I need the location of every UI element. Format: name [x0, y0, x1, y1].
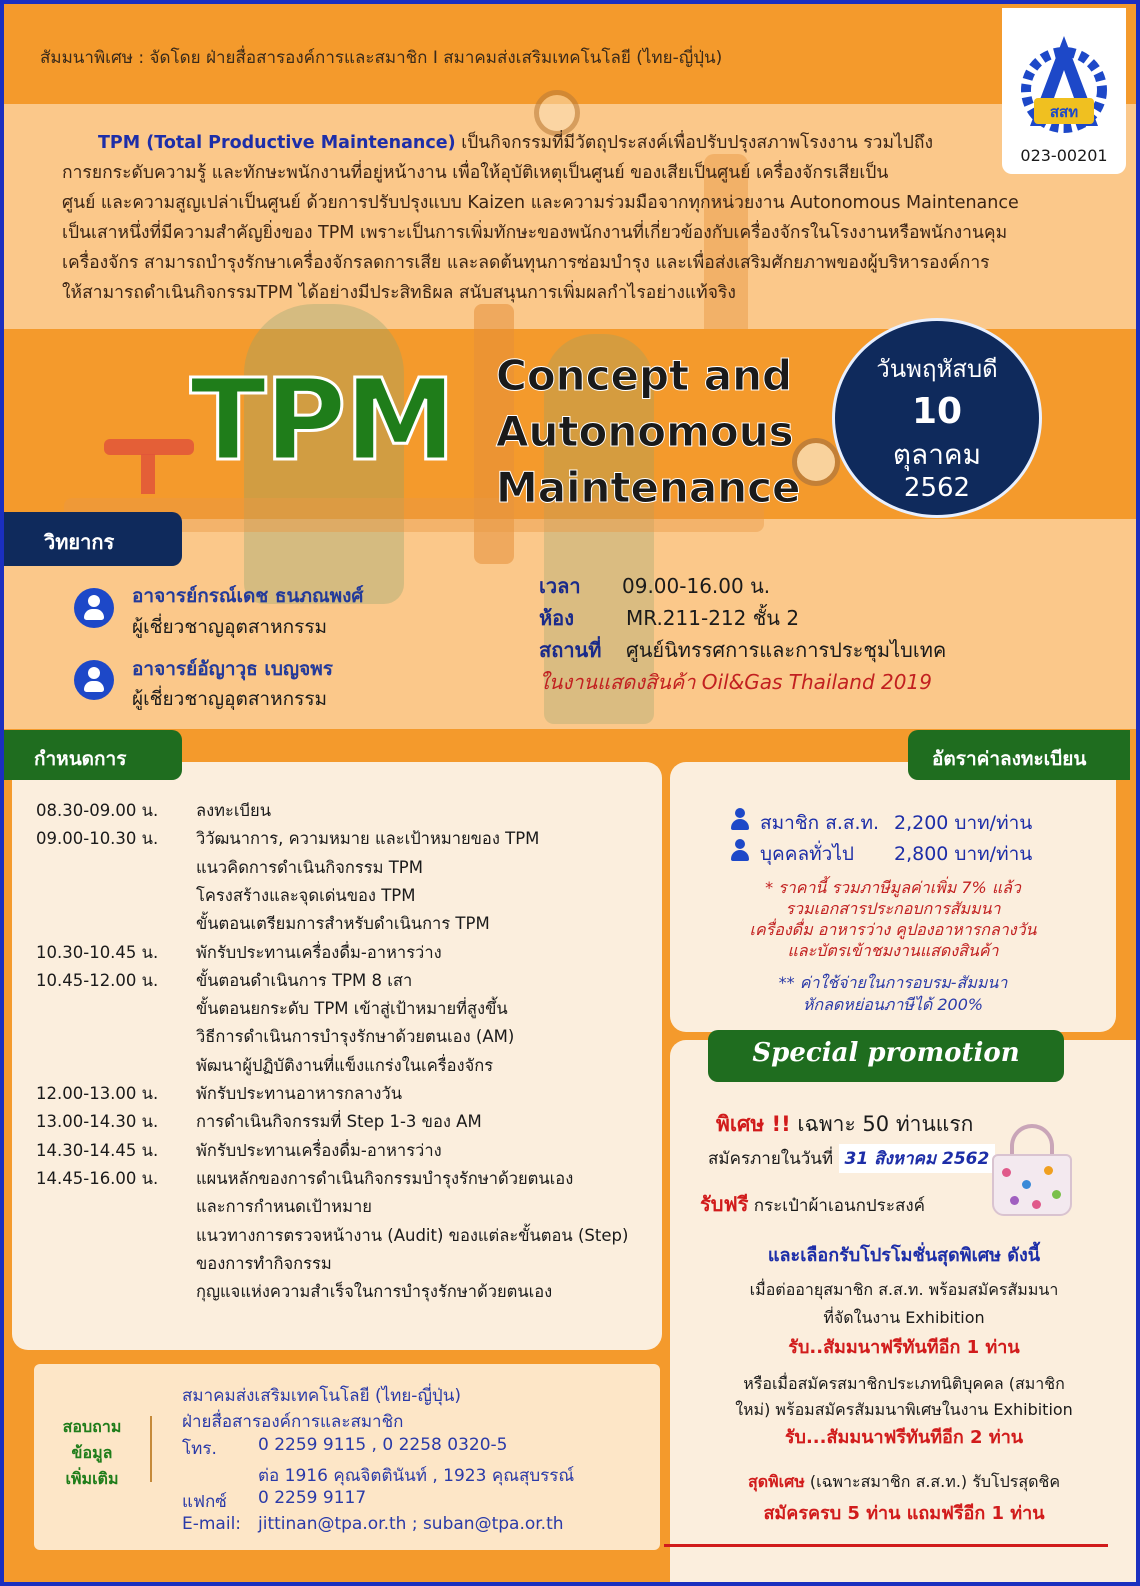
subtitle-line-3: Maintenance — [496, 463, 801, 512]
speakers-tab: วิทยากร — [4, 512, 182, 566]
promo-option-1: เมื่อต่ออายุสมาชิก ส.ส.ท. พร้อมสมัครสัมมนา — [749, 1280, 1059, 1299]
agenda-time: 08.30-09.00 น. — [36, 801, 159, 820]
room-value: MR.211-212 ชั้น 2 — [626, 606, 800, 630]
agenda-item: โครงสร้างและจุดเด่นของ TPM — [196, 885, 416, 905]
promo-choose: และเลือกรับโปรโมชั่นสุดพิเศษ ดังนี้ — [767, 1245, 1041, 1266]
promo-option-3-reward: สมัครครบ 5 ท่าน แถมฟรีอีก 1 ท่าน — [763, 1503, 1045, 1524]
divider — [150, 1416, 152, 1482]
date-month: ตุลาคม — [892, 438, 982, 471]
price-value: 2,800 บาท/ท่าน — [894, 843, 1033, 865]
promo-special-badge: พิเศษ !! — [716, 1112, 791, 1136]
agenda-item: วิวัฒนาการ, ความหมาย และเป้าหมายของ TPM — [196, 829, 540, 849]
valve-icon — [104, 439, 194, 455]
contact-fax-label: แฟกซ์ — [182, 1492, 227, 1512]
room-label: ห้อง — [539, 606, 574, 630]
date-year: 2562 — [903, 473, 971, 503]
agenda-time: 14.45-16.00 น. — [36, 1168, 159, 1188]
contact-ext: ต่อ 1916 คุณจิตตินันท์ , 1923 คุณสุบรรณ์ — [258, 1466, 575, 1486]
promo-free — [700, 1188, 925, 1220]
contact-tel-label: โทร. — [182, 1439, 217, 1459]
contact-label-line: เพิ่มเติม — [65, 1469, 119, 1488]
contact-org: สมาคมส่งเสริมเทคโนโลยี (ไทย-ญี่ปุ่น) — [182, 1386, 461, 1406]
contact-label-line: สอบถาม — [62, 1417, 122, 1436]
tote-bag-icon — [992, 1124, 1072, 1216]
place-label: สถานที่ — [539, 638, 602, 662]
contact-fax: 0 2259 9117 — [258, 1488, 367, 1508]
agenda-item: ขั้นตอนดำเนินการ TPM 8 เสา — [196, 970, 413, 990]
contact-label-line: ข้อมูล — [71, 1443, 113, 1462]
price-note: * ราคานี้ รวมภาษีมูลค่าเพิ่ม 7% แล้ว — [765, 878, 1021, 897]
promo-deadline-text: สมัครภายในวันที่ — [708, 1149, 839, 1169]
subtitle-line-1: Concept and — [496, 351, 793, 400]
event-name: ในงานแสดงสินค้า Oil&Gas Thailand 2019 — [539, 670, 932, 694]
agenda-item: ขั้นตอนยกระดับ TPM เข้าสู่เป้าหมายที่สูงขึ้น — [196, 999, 508, 1019]
agenda-item: ลงทะเบียน — [196, 801, 271, 820]
agenda-item: กุญแจแห่งความสำเร็จในการบำรุงรักษาด้วยตนเอง — [196, 1282, 553, 1302]
agenda-item: วิธีการดำเนินการบำรุงรักษาด้วยตนเอง (AM) — [196, 1027, 515, 1047]
agenda-item: แนวทางการตรวจหน้างาน (Audit) ของแต่ละขั้นตอน (Step) — [196, 1225, 629, 1245]
subtitle — [496, 348, 801, 516]
bag-pattern — [1010, 1196, 1019, 1205]
intro-line-6: ให้สามารถดำเนินกิจกรรมTPM ได้อย่างมีประสิทธิผล สนับสนุนการเพิ่มผลกำไรอย่างแท้จริง — [62, 283, 736, 303]
contact-email-label: E-mail: — [182, 1514, 242, 1534]
time-label: เวลา — [539, 574, 581, 598]
valve-stem — [141, 454, 155, 494]
agenda-item: แนวคิดการดำเนินกิจกรรม TPM — [196, 857, 423, 877]
speaker-name: อาจารย์กรณ์เดช ธนภณพงศ์ — [132, 585, 364, 607]
price-label: สมาชิก ส.ส.ท. — [760, 812, 880, 834]
logo-emblem-icon — [1002, 8, 1126, 144]
bag-pattern — [1032, 1200, 1041, 1209]
price-value: 2,200 บาท/ท่าน — [894, 812, 1033, 834]
contact-email-link[interactable]: jittinan@tpa.or.th ; suban@tpa.or.th — [258, 1514, 564, 1534]
agenda-item: แผนหลักของการดำเนินกิจกรรมบำรุงรักษาด้วยตนเอง — [196, 1168, 574, 1188]
intro-paragraph — [62, 128, 1092, 308]
place-value: ศูนย์นิทรรศการและการประชุมไบเทค — [626, 638, 947, 662]
agenda-item: ขั้นตอนเตรียมการสำหรับดำเนินการ TPM — [196, 914, 490, 934]
speaker-name: อาจารย์อัญาวุธ เบญจพร — [132, 658, 333, 680]
agenda-item: พัฒนาผู้ปฏิบัติงานที่แข็งแกร่งในเครื่องจักร — [196, 1055, 494, 1075]
person-icon — [730, 808, 750, 830]
agenda-time: 10.45-12.00 น. — [36, 970, 159, 990]
promo-option-2: ใหม่) พร้อมสมัครสัมมนาพิเศษในงาน Exhibition — [735, 1400, 1073, 1419]
intro-line-3: ศูนย์ และความสูญเปล่าเป็นศูนย์ ด้วยการปรับปรุงแบบ Kaizen และความร่วมมือจากทุกหน่วยงาน Autonomous Maintenance — [62, 193, 1019, 213]
promo-option-3-text: (เฉพาะสมาชิก ส.ส.ท.) รับโปรสุดชิค — [804, 1472, 1061, 1491]
promo-special-text: เฉพาะ 50 ท่านแรก — [790, 1112, 974, 1136]
bag-pattern — [1022, 1180, 1031, 1189]
divider — [664, 1544, 1108, 1547]
agenda-time: 09.00-10.30 น. — [36, 829, 159, 849]
subtitle-line-2: Autonomous — [496, 407, 794, 456]
promo-option-3-badge: สุดพิเศษ — [747, 1472, 805, 1491]
promo-option-2-reward: รับ...สัมมนาฟรีทันทีอีก 2 ท่าน — [784, 1427, 1024, 1448]
date-day: 10 — [911, 391, 963, 432]
promo-special — [716, 1108, 973, 1141]
promo-free-badge: รับฟรี — [700, 1192, 749, 1216]
promo-deadline — [708, 1144, 995, 1173]
intro-line-2: การยกระดับความรู้ และทักษะพนักงานที่อยู่หน้างาน เพื่อให้อุบัติเหตุเป็นศูนย์ ของเสียเป็นศูนย์ เครื่องจักรเสียเป็น — [62, 163, 889, 183]
person-icon — [730, 839, 750, 861]
agenda-time: 12.00-13.00 น. — [36, 1084, 159, 1103]
person-icon — [74, 588, 114, 628]
price-note: รวมเอกสารประกอบการสัมมนา — [785, 899, 1001, 918]
intro-line-4: เป็นเสาหนึ่งที่มีความสำคัญยิ่งของ TPM เพราะเป็นการเพิ่มทักษะของพนักงานที่เกี่ยวข้องกับเครื่องจักรในโรงงานหรือพนักงานคุม — [62, 223, 1008, 243]
bag-pattern — [1052, 1190, 1061, 1199]
contact-dept: ฝ่ายสื่อสารองค์การและสมาชิก — [182, 1412, 404, 1432]
agenda-item: และการกำหนดเป้าหมาย — [196, 1197, 372, 1217]
price-label: บุคคลทั่วไป — [760, 843, 854, 865]
agenda-item: ของการทำกิจกรรม — [196, 1253, 332, 1273]
promo-tab: Special promotion — [708, 1030, 1064, 1082]
contact-label — [52, 1414, 132, 1492]
bag-pattern — [1002, 1168, 1011, 1177]
speaker-title: ผู้เชี่ยวชาญอุตสาหกรรม — [132, 688, 328, 710]
intro-line-1: เป็นกิจกรรมที่มีวัตถุประสงค์เพื่อปรับปรุงสภาพโรงงาน รวมไปถึง — [455, 133, 934, 153]
person-icon — [74, 660, 114, 700]
agenda-tab: กำหนดการ — [4, 730, 182, 780]
pricing-tab: อัตราค่าลงทะเบียน — [908, 730, 1130, 780]
logo-text: สสท — [1049, 103, 1079, 121]
bag-pattern — [1044, 1166, 1053, 1175]
tax-note: ** ค่าใช้จ่ายในการอบรม-สัมมนา — [778, 973, 1008, 992]
header-organizer-text: สัมมนาพิเศษ : จัดโดย ฝ่ายสื่อสารองค์การและสมาชิก I สมาคมส่งเสริมเทคโนโลยี (ไทย-ญี่ปุ่น) — [40, 48, 723, 68]
agenda-time: 13.00-14.30 น. — [36, 1112, 159, 1132]
agenda-item: พักรับประทานอาหารกลางวัน — [196, 1084, 402, 1103]
promo-option-1-reward: รับ..สัมมนาฟรีทันทีอีก 1 ท่าน — [788, 1337, 1020, 1358]
time-value: 09.00-16.00 น. — [622, 574, 771, 598]
speaker-title: ผู้เชี่ยวชาญอุตสาหกรรม — [132, 616, 328, 638]
promo-free-text: กระเป๋าผ้าเอนกประสงค์ — [748, 1196, 925, 1216]
price-note: เครื่องดื่ม อาหารว่าง คูปองอาหารกลางวัน — [749, 920, 1037, 939]
agenda-time: 10.30-10.45 น. — [36, 942, 159, 962]
contact-tel[interactable]: 0 2259 9115 , 0 2258 0320-5 — [258, 1435, 508, 1455]
agenda-time: 14.30-14.45 น. — [36, 1140, 159, 1160]
agenda-item: การดำเนินกิจกรรมที่ Step 1-3 ของ AM — [196, 1112, 482, 1132]
main-title: TPM — [190, 356, 454, 486]
association-logo — [1002, 8, 1126, 174]
promo-option-2: หรือเมื่อสมัครสมาชิกประเภทนิติบุคคล (สมาชิก — [743, 1374, 1065, 1393]
date-badge — [832, 318, 1042, 518]
tax-note: หักลดหย่อนภาษีได้ 200% — [802, 995, 984, 1014]
date-weekday: วันพฤหัสบดี — [876, 355, 998, 383]
agenda-item: พักรับประทานเครื่องดื่ม-อาหารว่าง — [196, 1140, 442, 1160]
promo-option-1: ที่จัดในงาน Exhibition — [823, 1308, 985, 1327]
intro-line-5: เครื่องจักร สามารถบำรุงรักษาเครื่องจักรลดการเสีย และลดต้นทุนการซ่อมบำรุง และเพื่อส่งเสริมศักยภาพของผู้บริหารองค์การ — [62, 253, 990, 273]
agenda-item: พักรับประทานเครื่องดื่ม-อาหารว่าง — [196, 942, 442, 962]
promo-option-3 — [684, 1470, 1124, 1495]
price-note: และบัตรเข้าชมงานแสดงสินค้า — [787, 941, 999, 960]
logo-code: 023-00201 — [1020, 146, 1108, 165]
intro-lead: TPM (Total Productive Maintenance) — [98, 133, 456, 153]
promo-deadline-date: 31 สิงหาคม 2562 — [839, 1144, 996, 1173]
